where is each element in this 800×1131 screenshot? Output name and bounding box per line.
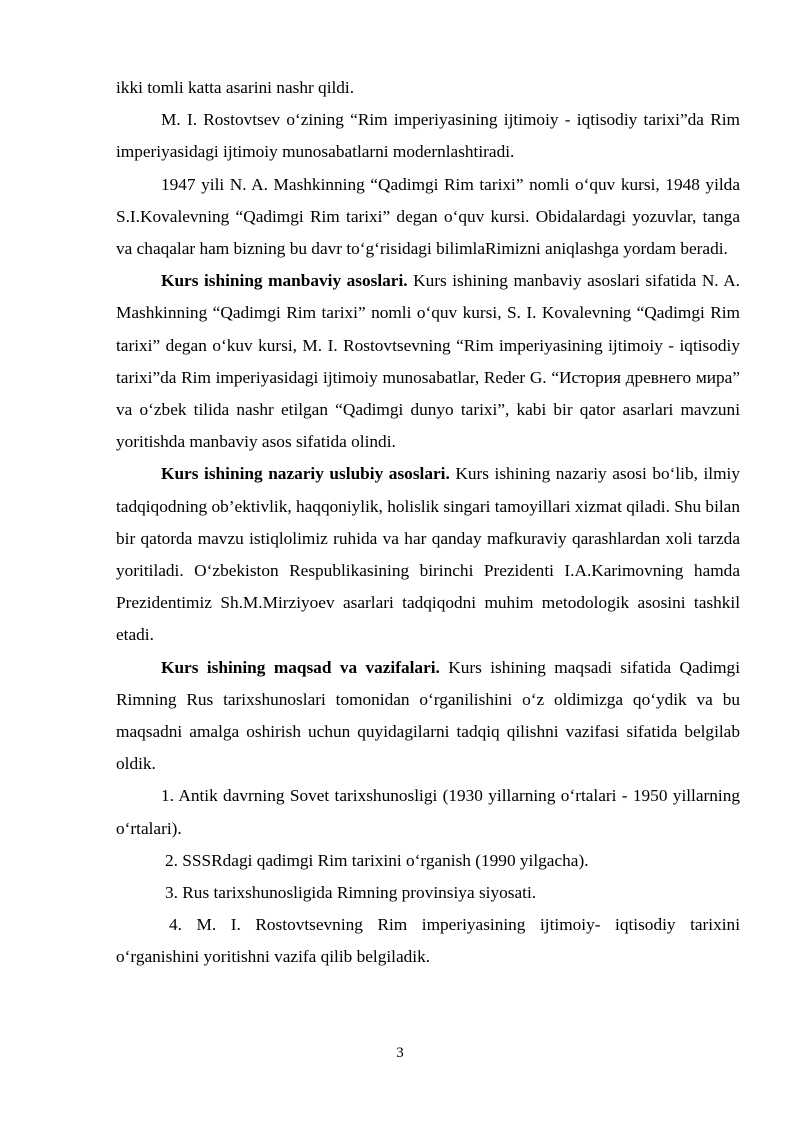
list-item-2 <box>116 845 740 877</box>
paragraph-rostovtsev <box>116 104 740 168</box>
list-item-4 <box>116 909 740 973</box>
section-heading: Kurs ishining manbaviy asoslari. <box>161 271 408 291</box>
page-number: 3 <box>396 1045 404 1061</box>
paragraph-text: ikki tomli katta asarini nashr qildi. <box>116 78 355 97</box>
list-item-text: 1. Antik davrning Sovet tarixshunosligi (1930 yillarning o‘rtalari - 1950 yillarning o‘rtalari). <box>116 786 740 838</box>
list-item-1 <box>116 780 740 844</box>
paragraph-text: Kurs ishining maqsadi sifatida Qadimgi Rimning Rus tarixshunoslari tomonidan o‘rganilishini o‘z oldimizga qo‘ydik va bu maqsadni amalga oshirish uchun quyidagilarni tadqiq qilishni vazifasi sifatida belgilab oldik. <box>116 657 741 774</box>
paragraph-text: 1947 yili N. A. Mashkinning “Qadimgi Rim tarixi” nomli o‘quv kursi, 1948 yilda S.I.Kovalevning “Qadimgi Rim tarixi” degan o‘quv kursi. Obidalardagi yozuvlar, tanga va chaqalar ham bizning bu davr to‘g‘risidagi bilimlaRimizni aniqlashga yordam beradi. <box>116 174 740 259</box>
paragraph-goals <box>116 652 740 781</box>
paragraph-methodology <box>116 458 740 651</box>
section-heading: Kurs ishining nazariy uslubiy asoslari. <box>161 464 450 484</box>
paragraph-continuation <box>116 72 740 104</box>
paragraph-1947 <box>116 169 740 266</box>
paragraph-sources <box>116 265 740 458</box>
list-item-3 <box>116 877 740 909</box>
paragraph-text: Kurs ishining nazariy asosi bo‘lib, ilmiy tadqiqodning ob’ektivlik, haqqoniylik, holislik singari tamoyillari xizmat qiladi. Shu bilan bir qatorda mavzu istiqlolimiz ruhida va har qanday mafkuraviy qarashlardan xoli tarzda yoritiladi. O‘zbekiston Respublikasining birinchi Prezidenti I.A.Karimovning hamda Prezidentimiz Sh.M.Mirziyoev asarlari tadqiqodni muhim metodologik asosini tashkil etadi. <box>116 464 740 645</box>
section-heading: Kurs ishining maqsad va vazifalari. <box>161 657 440 677</box>
list-item-text: 2. SSSRdagi qadimgi Rim tarixini o‘rganish (1990 yilgacha). <box>165 850 589 870</box>
body-text <box>116 72 740 974</box>
list-item-text: 3. Rus tarixshunosligida Rimning provinsiya siyosati. <box>165 883 537 903</box>
list-item-text: 4. M. I. Rostovtsevning Rim imperiyasining ijtimoiy- iqtisodiy tarixini o‘rganishini yoritishni vazifa qilib belgiladik. <box>116 915 740 967</box>
paragraph-text: M. I. Rostovtsev o‘zining “Rim imperiyasining ijtimoiy - iqtisodiy tarixi”da Rim imperiyasidagi ijtimoiy munosabatlarni modernlashtiradi. <box>116 110 740 162</box>
paragraph-text: Kurs ishining manbaviy asoslari sifatida N. A. Mashkinning “Qadimgi Rim tarixi” nomli o‘quv kursi, S. I. Kovalevning “Qadimgi Rim tarixi” degan o‘kuv kursi, M. I. Rostovtsevning “Rim imperiyasining ijtimoiy - iqtisodiy tarixi”da Rim imperiyasidagi ijtimoiy munosabatlar, Reder G. “История древнего мира” va o‘zbek tilida nashr etilgan “Qadimgi dunyo tarixi”, kabi bir qator asarlari mavzuni yoritishda manbaviy asos sifatida olindi. <box>116 271 740 452</box>
